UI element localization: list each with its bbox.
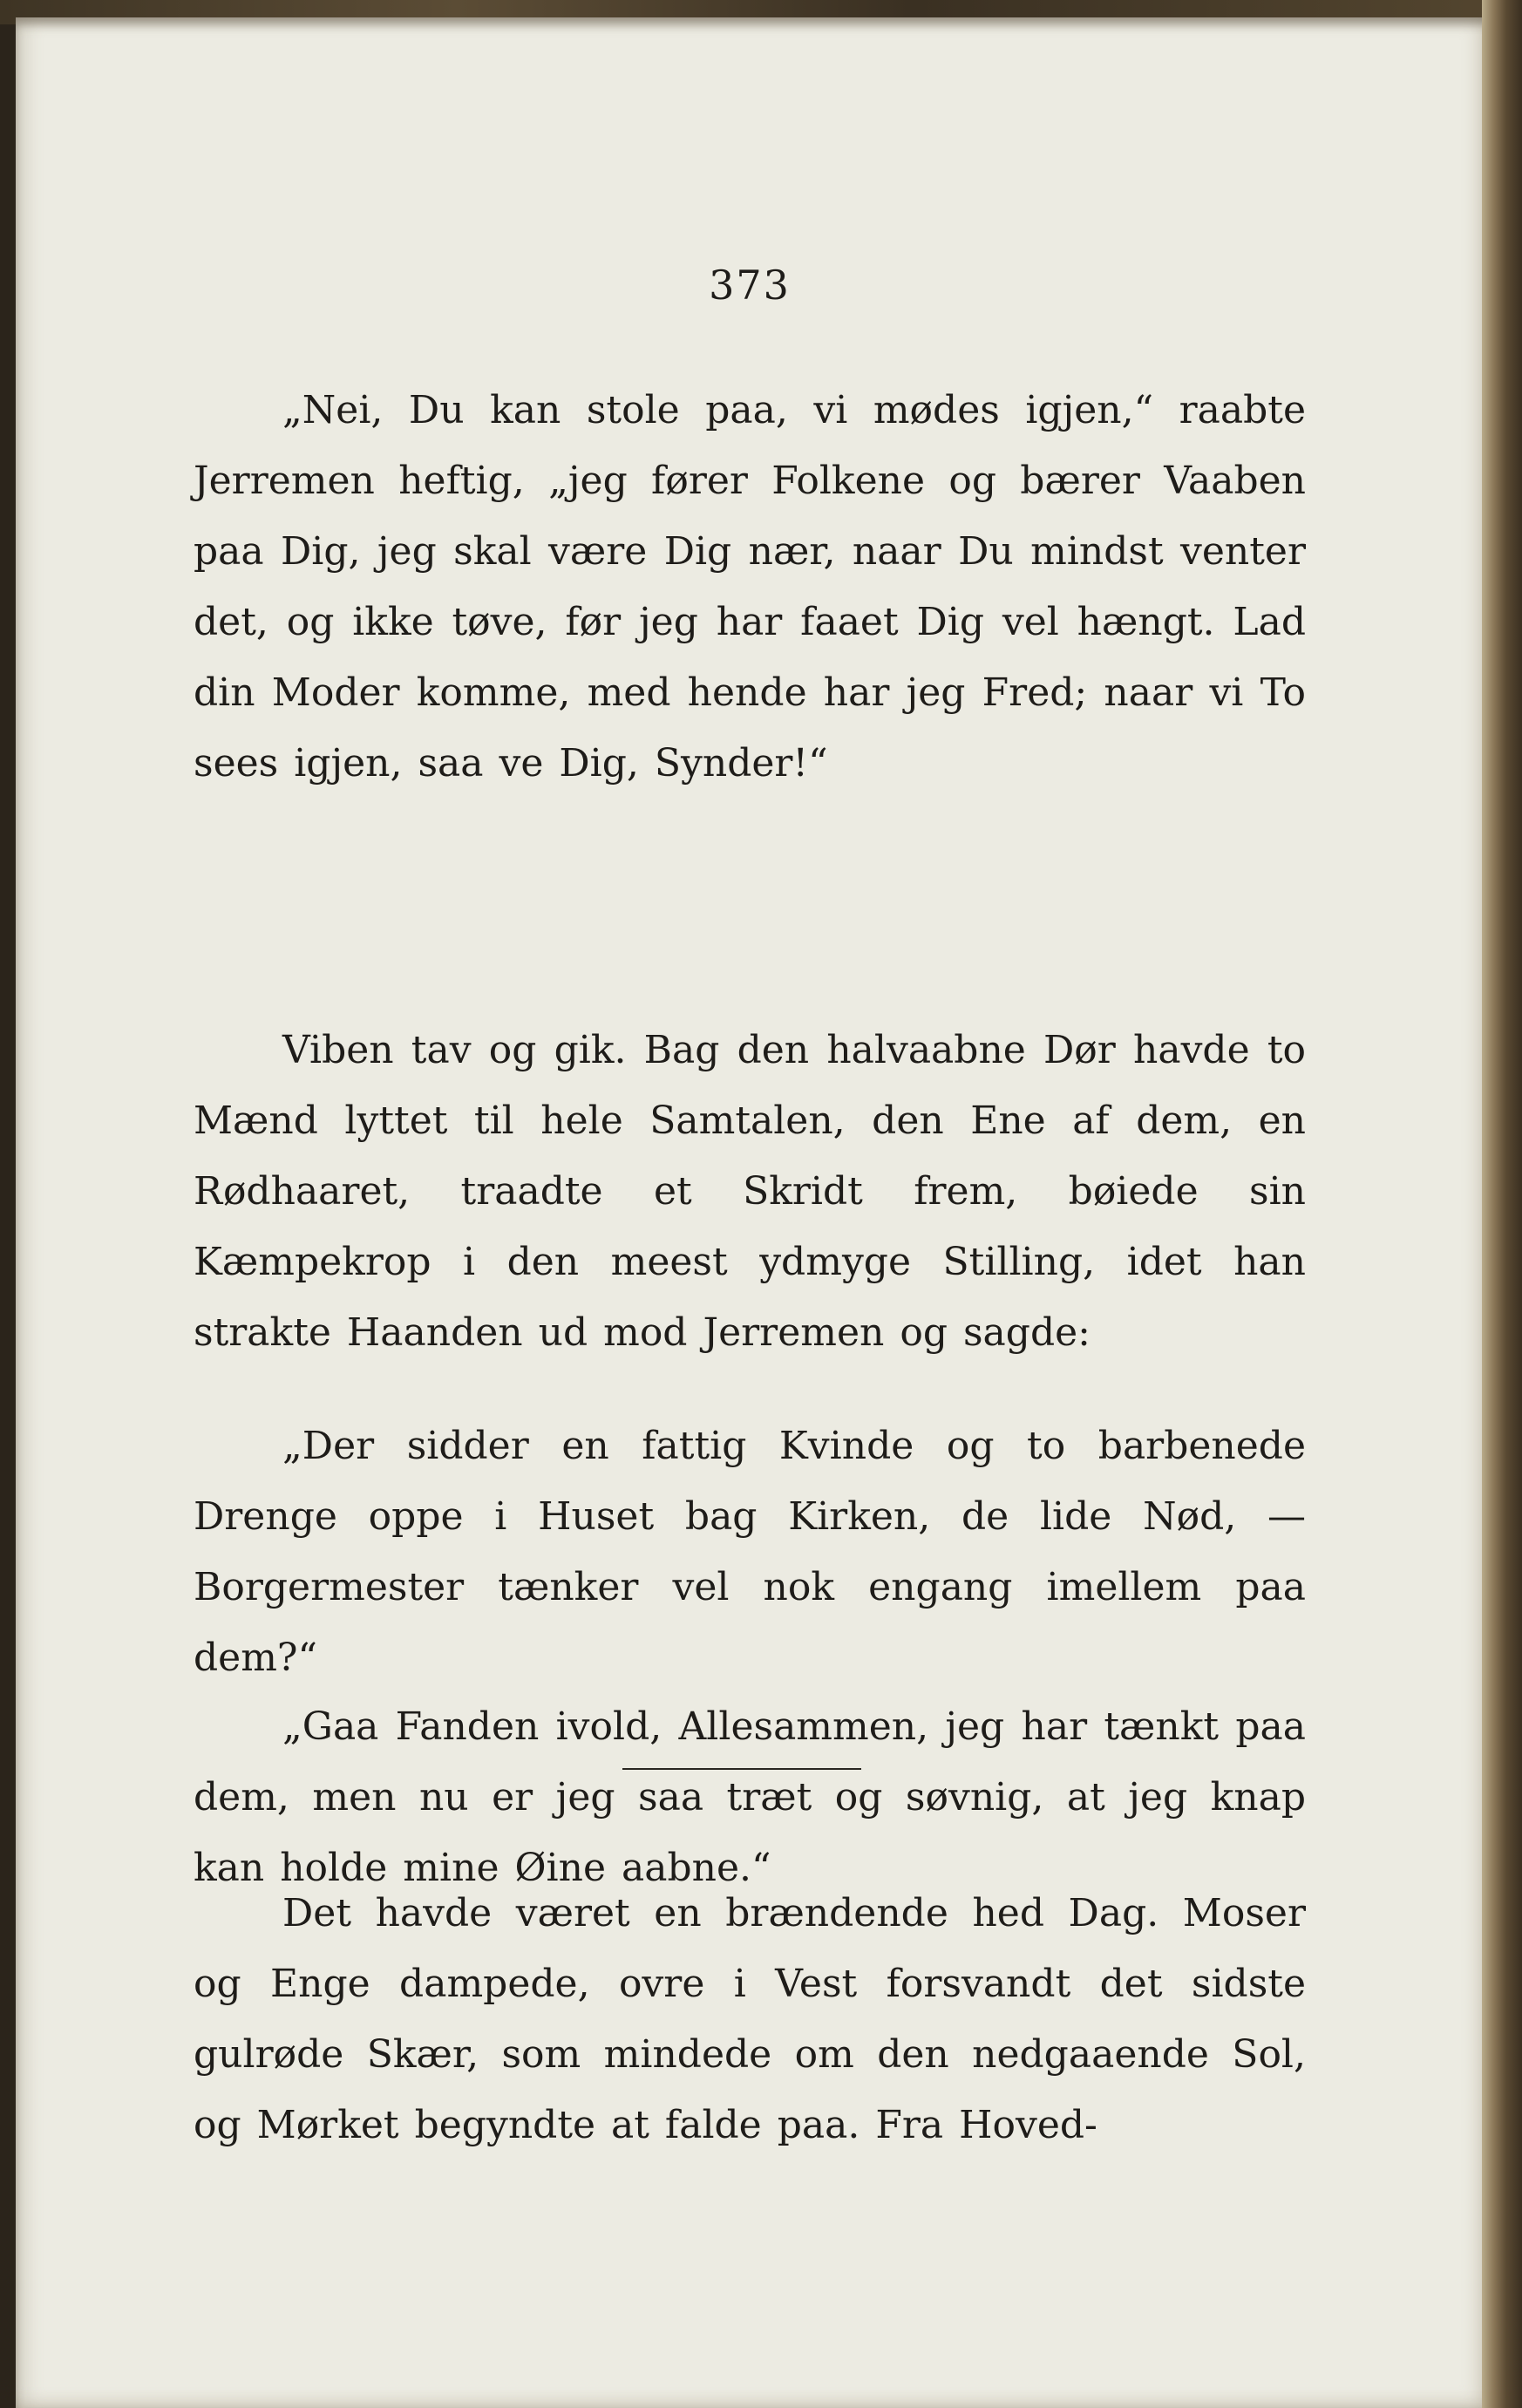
book-right-edge	[1482, 0, 1522, 2408]
paragraph-1: „Nei, Du kan stole paa, vi mødes igjen,“ raabte Jerremen heftig, „jeg fører Folkene og bærer Vaaben paa Dig, jeg skal være Dig nær, naar Du mindst venter det, og ikke tøve, før jeg har faaet Dig vel hængt. Lad din Moder komme, med hende har jeg Fred; naar vi To sees igjen, saa ve Dig, Synder!“	[194, 388, 1306, 786]
section-divider-rule	[622, 1768, 861, 1770]
paragraph-3: „Der sidder en fattig Kvinde og to barbenede Drenge oppe i Huset bag Kirken, de lide Nød, — Borgermester tænker vel nok engang imellem paa dem?“	[194, 1424, 1306, 1680]
paragraph-4: „Gaa Fanden ivold, Allesammen, jeg har tænkt paa dem, men nu er jeg saa træt og søvnig, at jeg knap kan holde mine Øine aabne.“	[194, 1704, 1306, 1890]
paragraph-2: Viben tav og gik. Bag den halvaabne Dør havde to Mænd lyttet til hele Samtalen, den Ene af dem, en Rødhaaret, traadte et Skridt frem, bøiede sin Kæmpekrop i den meest ydmyge Stilling, idet han strakte Haanden ud mod Jerremen og sagde:	[194, 1028, 1306, 1355]
paragraph-5: Det havde været en brændende hed Dag. Moser og Enge dampede, ovre i Vest forsvandt det sidste gulrøde Skær, som mindede om den nedgaaende Sol, og Mørket begyndte at falde paa. Fra Hoved-	[194, 1891, 1306, 2147]
page-number: 373	[709, 262, 791, 309]
paper-page	[16, 17, 1498, 2408]
